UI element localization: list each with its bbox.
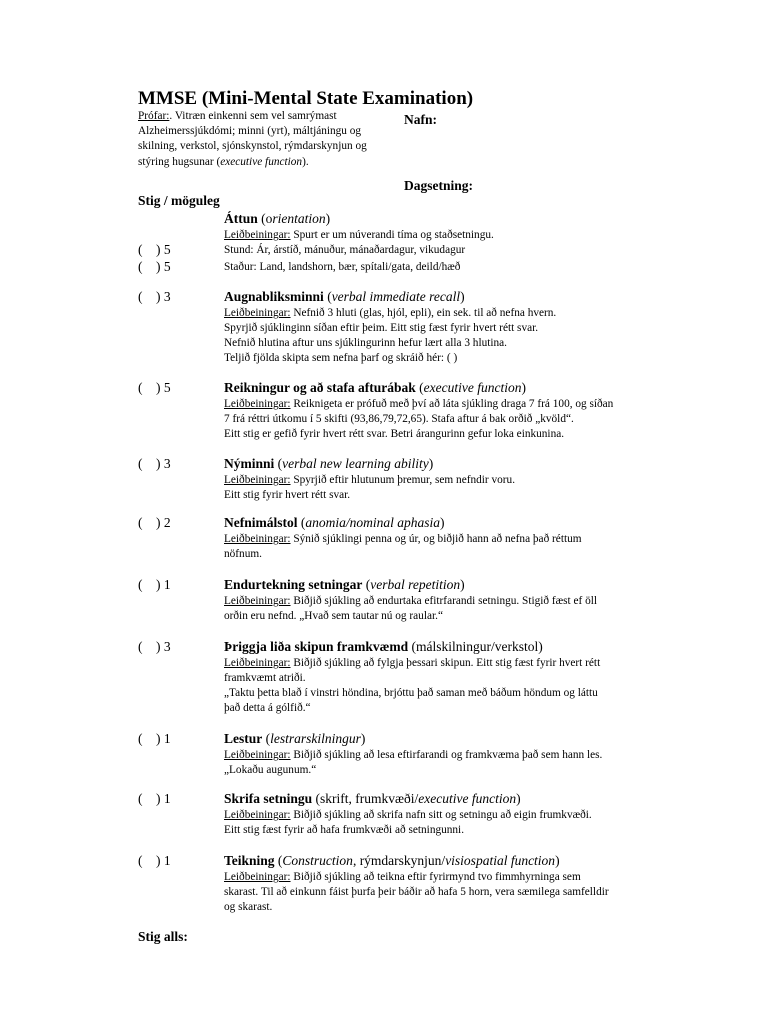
page-title: MMSE (Mini-Mental State Examination) xyxy=(138,88,474,109)
section-subtitle-end: ) xyxy=(360,731,366,746)
section-title: Augnabliksminni xyxy=(224,289,324,304)
section-writing xyxy=(224,790,634,838)
orientation-time-text: Stund: Ár, árstíð, mánuður, mánaðardagur, vikudagur xyxy=(224,244,466,256)
instructions-label: Leiðbeiningar: xyxy=(224,871,291,883)
section-reading xyxy=(224,730,634,778)
section-subtitle: ( xyxy=(262,731,271,746)
section-subtitle-end: ) xyxy=(555,853,560,868)
instructions-text: Biðjið sjúkling að skrifa nafn sitt og setningu að eigin frumkvæði. xyxy=(290,809,592,821)
instructions-label: Leiðbeiningar: xyxy=(224,809,291,821)
section-subtitle-italic: verbal repetition xyxy=(370,577,461,592)
section-title: Teikning xyxy=(224,853,275,868)
instructions-text: Biðjið sjúkling að teikna eftir fyrirmynd tvo fimmhyrninga sem xyxy=(290,871,581,883)
section-title: Nefnimálstol xyxy=(224,515,298,530)
instructions-line: Eitt stig er gefið fyrir hvert rétt svar. Betri árangurinn gefur loka einkunina. xyxy=(224,428,565,440)
instructions-label: Leiðbeiningar: xyxy=(224,229,291,241)
section-orientation xyxy=(224,210,634,243)
total-score-label: Stig alls: xyxy=(138,929,188,944)
section-title: Endurtekning setningar xyxy=(224,577,363,592)
instructions-text: Biðjið sjúkling að fylgja þessari skipun. Eitt stig fæst fyrir hvert rétt xyxy=(290,657,601,669)
tested-description xyxy=(138,109,370,170)
tested-text-italic: executive function xyxy=(220,155,303,168)
section-subtitle-end: ) xyxy=(325,211,331,226)
section-title: Lestur xyxy=(224,731,263,746)
section-subtitle-italic: rientation xyxy=(272,211,326,226)
instructions-line: skarast. Til að einkunn fáist þurfa þeir báðir að hafa 5 horn, vera sæmilega samfelldir xyxy=(224,886,609,898)
section-command xyxy=(224,638,634,716)
section-instructions xyxy=(224,473,634,503)
instructions-line: Eitt stig fyrir hvert rétt svar. xyxy=(224,489,351,501)
section-subtitle: ( xyxy=(297,515,306,530)
instructions-label: Leiðbeiningar: xyxy=(224,474,291,486)
instructions-label: Leiðbeiningar: xyxy=(224,533,291,545)
section-subtitle-end: ) xyxy=(516,791,521,806)
section-subtitle-italic: verbal immediate recall xyxy=(331,289,461,304)
section-subtitle-end: ) xyxy=(428,456,434,471)
name-label: Nafn: xyxy=(404,112,437,127)
section-subtitle: (o xyxy=(257,211,273,226)
section-title: Þriggja liða skipun framkvæmd xyxy=(224,639,409,654)
section-subtitle: ( xyxy=(274,853,283,868)
section-heading xyxy=(224,514,634,532)
section-heading xyxy=(224,455,634,473)
section-subtitle: (málskilningur/verkstol) xyxy=(408,639,543,654)
instructions-text: Sýnið sjúklingi penna og úr, og biðjið hann að nefna það réttum xyxy=(290,533,582,545)
section-subtitle-italic: Construction xyxy=(282,853,353,868)
instructions-text: Biðjið sjúkling að lesa eftirfarandi og framkvæma það sem hann les. xyxy=(290,749,603,761)
instructions-line: framkvæmt atriði. xyxy=(224,672,306,684)
section-calc xyxy=(224,379,634,442)
section-repetition xyxy=(224,576,634,624)
instructions-text: Biðjið sjúkling að endurtaka efitrfarandi setningu. Stigið fæst ef öll xyxy=(290,595,598,607)
section-title: Reikningur og að stafa afturábak xyxy=(224,380,416,395)
section-subtitle-italic: executive function xyxy=(423,380,522,395)
instructions-line: orðin eru nefnd. „Hvað sem tautar nú og raular.“ xyxy=(224,610,443,622)
instructions-line: Eitt stig fæst fyrir að hafa frumkvæði að setningunni. xyxy=(224,824,465,836)
section-naming xyxy=(224,514,634,562)
section-subtitle: (skrift, frumkvæði/ xyxy=(312,791,419,806)
section-heading xyxy=(224,379,634,397)
section-subtitle: ( xyxy=(415,380,424,395)
instructions-line: „Taktu þetta blað í vinstri höndina, brjóttu það saman með báðum höndum og láttu xyxy=(224,687,598,699)
section-newlearn xyxy=(224,455,634,503)
section-recall xyxy=(224,288,634,366)
section-subtitle-end: ) xyxy=(460,289,465,304)
instructions-text: Reiknigeta er prófuð með því að láta sjúkling draga 7 frá 100, og síðan xyxy=(290,398,614,410)
section-heading xyxy=(224,210,634,228)
score-header: Stig / möguleg xyxy=(138,193,220,208)
score-command: ( ) 3 xyxy=(138,639,171,654)
instructions-label: Leiðbeiningar: xyxy=(224,595,291,607)
tested-label: Prófar: xyxy=(138,110,170,122)
section-subtitle-mid: , rýmdarskynjun/ xyxy=(352,853,446,868)
section-subtitle-end: ) xyxy=(460,577,465,592)
section-drawing xyxy=(224,852,634,915)
score-place: ( ) 5 xyxy=(138,259,171,274)
section-heading xyxy=(224,638,634,656)
section-subtitle-end: ) xyxy=(521,380,526,395)
instructions-line: nöfnum. xyxy=(224,548,262,560)
instructions-text: Spurt er um núverandi tíma og staðsetningu. xyxy=(290,229,494,241)
instructions-text: Nefnið 3 hluti (glas, hjól, epli), ein sek. til að nefna hvern. xyxy=(290,307,557,319)
section-subtitle: ( xyxy=(323,289,332,304)
score-drawing: ( ) 1 xyxy=(138,853,171,868)
section-subtitle-italic: visiospatial function xyxy=(445,853,556,868)
instructions-line: „Lokaðu augunum.“ xyxy=(224,764,317,776)
score-newlearn: ( ) 3 xyxy=(138,456,171,471)
section-title: Nýminni xyxy=(224,456,275,471)
section-instructions xyxy=(224,532,634,562)
section-subtitle: ( xyxy=(274,456,283,471)
instructions-line: 7 frá réttri útkomu í 5 skifti (93,86,79,72,65). Stafa aftur á bak orðið „kvöld“. xyxy=(224,413,574,425)
score-writing: ( ) 1 xyxy=(138,791,171,806)
score-repetition: ( ) 1 xyxy=(138,577,171,592)
score-naming: ( ) 2 xyxy=(138,515,171,530)
section-heading xyxy=(224,576,634,594)
section-heading xyxy=(224,730,634,748)
section-heading xyxy=(224,790,634,808)
section-subtitle: ( xyxy=(362,577,371,592)
instructions-line: og skarast. xyxy=(224,901,273,913)
orientation-place-text: Staður: Land, landshorn, bær, spítali/gata, deild/hæð xyxy=(224,261,461,273)
instructions-line: Spyrjið sjúklinginn síðan eftir þeim. Eitt stig fæst fyrir hvert rétt svar. xyxy=(224,322,539,334)
section-instructions xyxy=(224,594,634,624)
score-time: ( ) 5 xyxy=(138,242,171,257)
instructions-label: Leiðbeiningar: xyxy=(224,657,291,669)
section-instructions xyxy=(224,808,634,838)
section-heading xyxy=(224,852,634,870)
instructions-label: Leiðbeiningar: xyxy=(224,749,291,761)
instructions-label: Leiðbeiningar: xyxy=(224,398,291,410)
section-instructions xyxy=(224,397,634,442)
section-subtitle-end: ) xyxy=(440,515,445,530)
section-instructions xyxy=(224,870,634,915)
tested-text-end: ). xyxy=(302,155,309,168)
section-instructions xyxy=(224,306,634,366)
score-reading: ( ) 1 xyxy=(138,731,171,746)
instructions-label: Leiðbeiningar: xyxy=(224,307,291,319)
section-subtitle-italic: executive function xyxy=(418,791,517,806)
section-instructions xyxy=(224,748,634,778)
section-subtitle-italic: anomia/nominal aphasia xyxy=(305,515,441,530)
date-label: Dagsetning: xyxy=(404,178,474,193)
instructions-line: Nefnið hlutina aftur uns sjúklingurinn hefur lært alla 3 hlutina. xyxy=(224,337,507,349)
section-instructions xyxy=(224,656,634,716)
score-calc: ( ) 5 xyxy=(138,380,171,395)
section-heading xyxy=(224,288,634,306)
instructions-line: það detta á gólfið.“ xyxy=(224,702,311,714)
section-instructions xyxy=(224,228,634,243)
instructions-line: Teljið fjölda skipta sem nefna þarf og skráið hér: ( ) xyxy=(224,352,458,364)
instructions-text: Spyrjið eftir hlutunum þremur, sem nefndir voru. xyxy=(290,474,516,486)
section-subtitle-italic: verbal new learning ability xyxy=(282,456,429,471)
tested-text: . Vitræn einkenni sem vel samrýmast Alzheimerssjúkdómi; minni (yrt), máltjáningu og skilning, verkstol, sjónskynstol, rýmdarskynjun og stýring hugsunar ( xyxy=(138,110,367,168)
section-title: Skrifa setningu xyxy=(224,791,313,806)
section-title: Áttun xyxy=(224,211,258,226)
section-subtitle-italic: lestrarskilningur xyxy=(270,731,361,746)
score-recall: ( ) 3 xyxy=(138,289,171,304)
